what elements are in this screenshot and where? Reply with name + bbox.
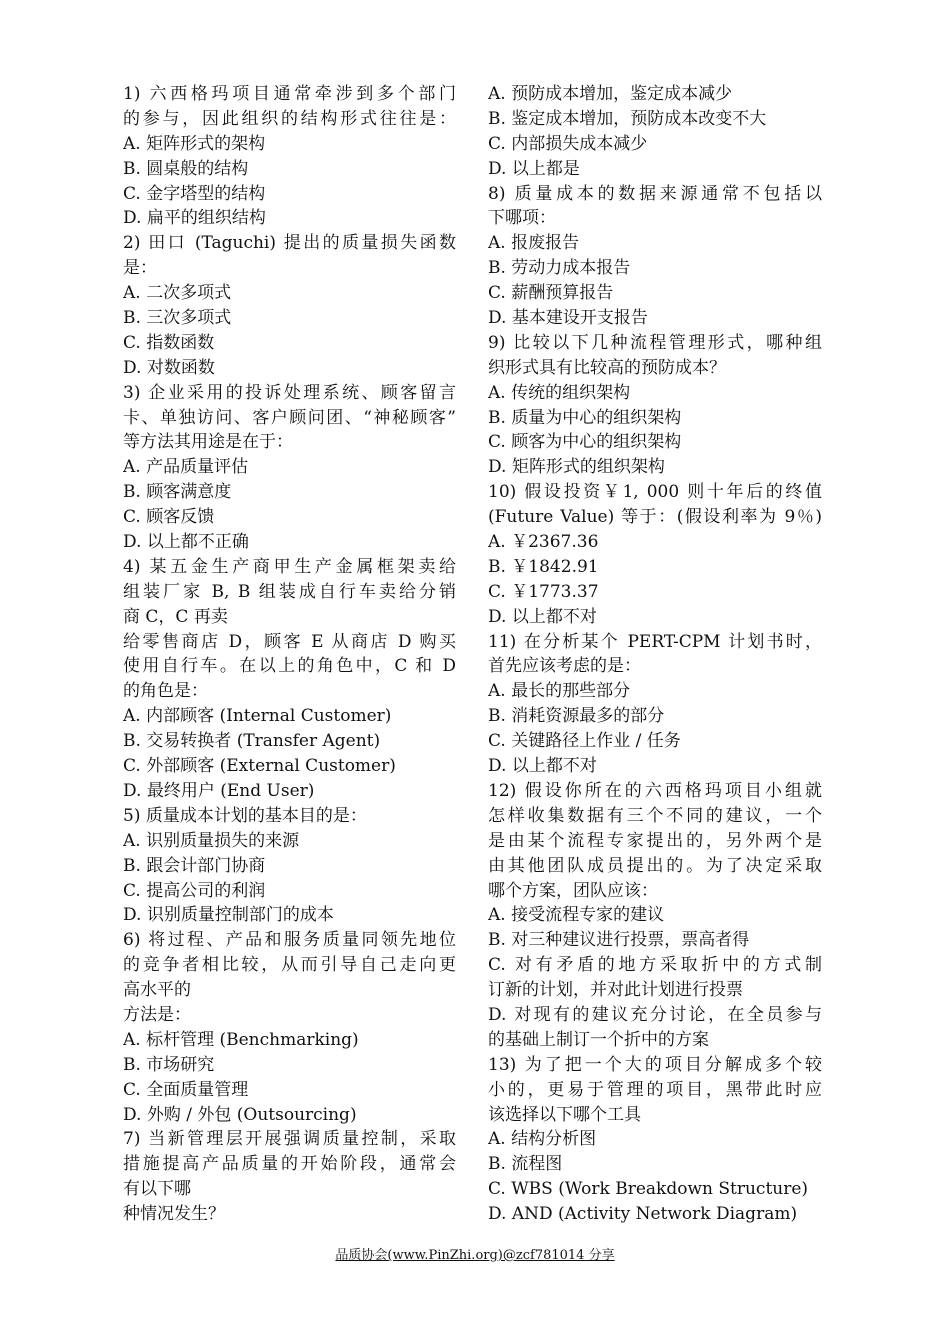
question-line: A. 预防成本增加，鉴定成本减少: [488, 84, 733, 104]
question-line: 给零售商店 D，顾客 E 从商店 D 购买: [123, 631, 456, 652]
question-line: C. WBS (Work Breakdown Structure): [488, 1179, 809, 1200]
question-line: 该选择以下哪个工具: [488, 1104, 641, 1125]
question-line: 11) 在分析某个 PERT-CPM 计划书时，: [488, 631, 822, 652]
question-line: 的参与，因此组织的结构形式往往是：: [123, 108, 456, 129]
question-line: 9) 比较以下几种流程管理形式，哪种组: [488, 332, 822, 353]
question-line: B. 质量为中心的组织架构: [488, 407, 682, 428]
question-line: A. 识别质量损失的来源: [123, 830, 300, 851]
question-line: A. 结构分析图: [488, 1129, 597, 1150]
question-line: D. AND (Activity Network Diagram): [488, 1204, 798, 1225]
question-line: B. ￥1842.91: [488, 556, 599, 577]
question-line: 的竞争者相比较，从而引导自己走向更: [123, 955, 456, 976]
question-line: 首先应该考虑的是：: [488, 656, 641, 677]
question-line: 8) 质量成本的数据来源通常不包括以: [488, 183, 822, 204]
footer-credit-link[interactable]: 品质协会(www.PinZhi.org)@zcf781014 分享: [335, 1248, 615, 1263]
question-line: C. 全面质量管理: [123, 1079, 249, 1100]
question-line: C. 金字塔型的结构: [123, 183, 266, 204]
question-line: 订新的计划，并对此计划进行投票: [488, 980, 743, 1001]
question-line: D. 对数函数: [123, 357, 215, 378]
question-line: 商 C，C 再卖: [123, 606, 228, 627]
question-line: A. 传统的组织架构: [488, 382, 631, 403]
question-line: A. 产品质量评估: [123, 457, 249, 478]
question-line: B. 流程图: [488, 1154, 563, 1175]
question-line: 有以下哪: [123, 1179, 191, 1200]
question-line: C. 提高公司的利润: [123, 880, 266, 901]
question-line: 哪个方案，团队应该：: [488, 880, 658, 901]
question-line: D. 基本建设开支报告: [488, 308, 648, 329]
question-line: 的角色是：: [123, 681, 208, 702]
question-line: 2) 田口 (Taguchi) 提出的质量损失函数: [123, 233, 456, 254]
question-line: D. 以上都不对: [488, 606, 597, 627]
question-line: 种情况发生？: [123, 1204, 225, 1225]
question-line: D. 以上都不正确: [123, 532, 249, 553]
question-line: 措施提高产品质量的开始阶段，通常会: [123, 1154, 456, 1175]
question-line: A. 标杆管理 (Benchmarking): [123, 1029, 359, 1050]
question-line: 下哪项：: [488, 208, 556, 229]
question-line: D. 矩阵形式的组织架构: [488, 457, 665, 478]
question-line: 1) 六西格玛项目通常牵涉到多个部门: [123, 84, 456, 104]
question-line: 是由某个流程专家提出的，另外两个是: [488, 830, 822, 851]
question-line: D. 最终用户 (End User): [123, 780, 315, 801]
question-line: 是：: [123, 258, 157, 279]
question-line: B. 鉴定成本增加，预防成本改变不大: [488, 108, 767, 129]
question-line: 10) 假设投资￥1, 000 则十年后的终值: [488, 482, 822, 503]
question-line: B. 对三种建议进行投票，票高者得: [488, 930, 750, 951]
question-line: 的基础上制订一个折中的方案: [488, 1029, 709, 1050]
question-line: 小的，更易于管理的项目，黑带此时应: [488, 1079, 822, 1100]
right-column: [488, 82, 822, 1227]
question-line: 怎样收集数据有三个不同的建议，一个: [488, 805, 822, 826]
question-line: C. 对有矛盾的地方采取折中的方式制: [488, 955, 822, 976]
question-line: B. 跟会计部门协商: [123, 855, 266, 876]
question-line: C. 顾客为中心的组织架构: [488, 432, 682, 453]
question-line: 方法是：: [123, 1004, 191, 1025]
question-line: D. 以上都不对: [488, 756, 597, 777]
question-line: A. 二次多项式: [123, 283, 232, 304]
question-line: 使用自行车。在以上的角色中，C 和 D: [123, 656, 456, 677]
question-line: B. 圆桌般的结构: [123, 158, 249, 179]
question-line: C. 顾客反馈: [123, 507, 215, 528]
question-line: D. 识别质量控制部门的成本: [123, 905, 334, 926]
question-line: A. 矩阵形式的架构: [123, 133, 266, 154]
question-line: C. 关键路径上作业 / 任务: [488, 731, 681, 752]
question-line: B. 顾客满意度: [123, 482, 232, 503]
question-line: D. 对现有的建议充分讨论，在全员参与: [488, 1004, 822, 1025]
question-line: A. 接受流程专家的建议: [488, 905, 665, 926]
page-footer: [0, 1247, 950, 1265]
question-line: A. 报废报告: [488, 233, 580, 254]
question-line: 6) 将过程、产品和服务质量同领先地位: [123, 930, 456, 951]
question-line: 高水平的: [123, 980, 191, 1001]
question-line: B. 劳动力成本报告: [488, 258, 631, 279]
question-line: 等方法其用途是在于：: [123, 432, 293, 453]
question-line: C. 外部顾客 (External Customer): [123, 756, 396, 777]
question-line: C. 指数函数: [123, 332, 215, 353]
question-line: D. 扁平的组织结构: [123, 208, 266, 229]
question-line: (Future Value) 等于：(假设利率为 9％): [488, 507, 822, 528]
question-line: C. ￥1773.37: [488, 581, 599, 602]
question-line: D. 以上都是: [488, 158, 580, 179]
question-line: 7) 当新管理层开展强调质量控制，采取: [123, 1129, 456, 1150]
question-line: 5) 质量成本计划的基本目的是：: [123, 805, 367, 826]
question-line: C. 内部损失成本减少: [488, 133, 648, 154]
question-line: A. 内部顾客 (Internal Customer): [123, 706, 392, 727]
question-line: C. 薪酬预算报告: [488, 283, 614, 304]
question-line: B. 交易转换者 (Transfer Agent): [123, 731, 381, 752]
left-column: [123, 82, 456, 1227]
question-line: B. 三次多项式: [123, 308, 232, 329]
question-line: 由其他团队成员提出的。为了决定采取: [488, 855, 822, 876]
question-line: A. 最长的那些部分: [488, 681, 631, 702]
question-line: B. 消耗资源最多的部分: [488, 706, 665, 727]
question-line: A. ￥2367.36: [488, 532, 599, 553]
question-line: 卡、单独访问、客户顾问团、“神秘顾客”: [123, 407, 456, 428]
question-line: 12) 假设你所在的六西格玛项目小组就: [488, 780, 822, 801]
question-line: B. 市场研究: [123, 1054, 215, 1075]
question-line: 3) 企业采用的投诉处理系统、顾客留言: [123, 382, 456, 403]
question-line: 组装厂家 B, B 组装成自行车卖给分销: [123, 581, 456, 602]
question-line: 4) 某五金生产商甲生产金属框架卖给: [123, 556, 456, 577]
question-line: 织形式具有比较高的预防成本？: [488, 357, 726, 378]
question-line: 13) 为了把一个大的项目分解成多个较: [488, 1054, 822, 1075]
question-line: D. 外购 / 外包 (Outsourcing): [123, 1104, 357, 1125]
